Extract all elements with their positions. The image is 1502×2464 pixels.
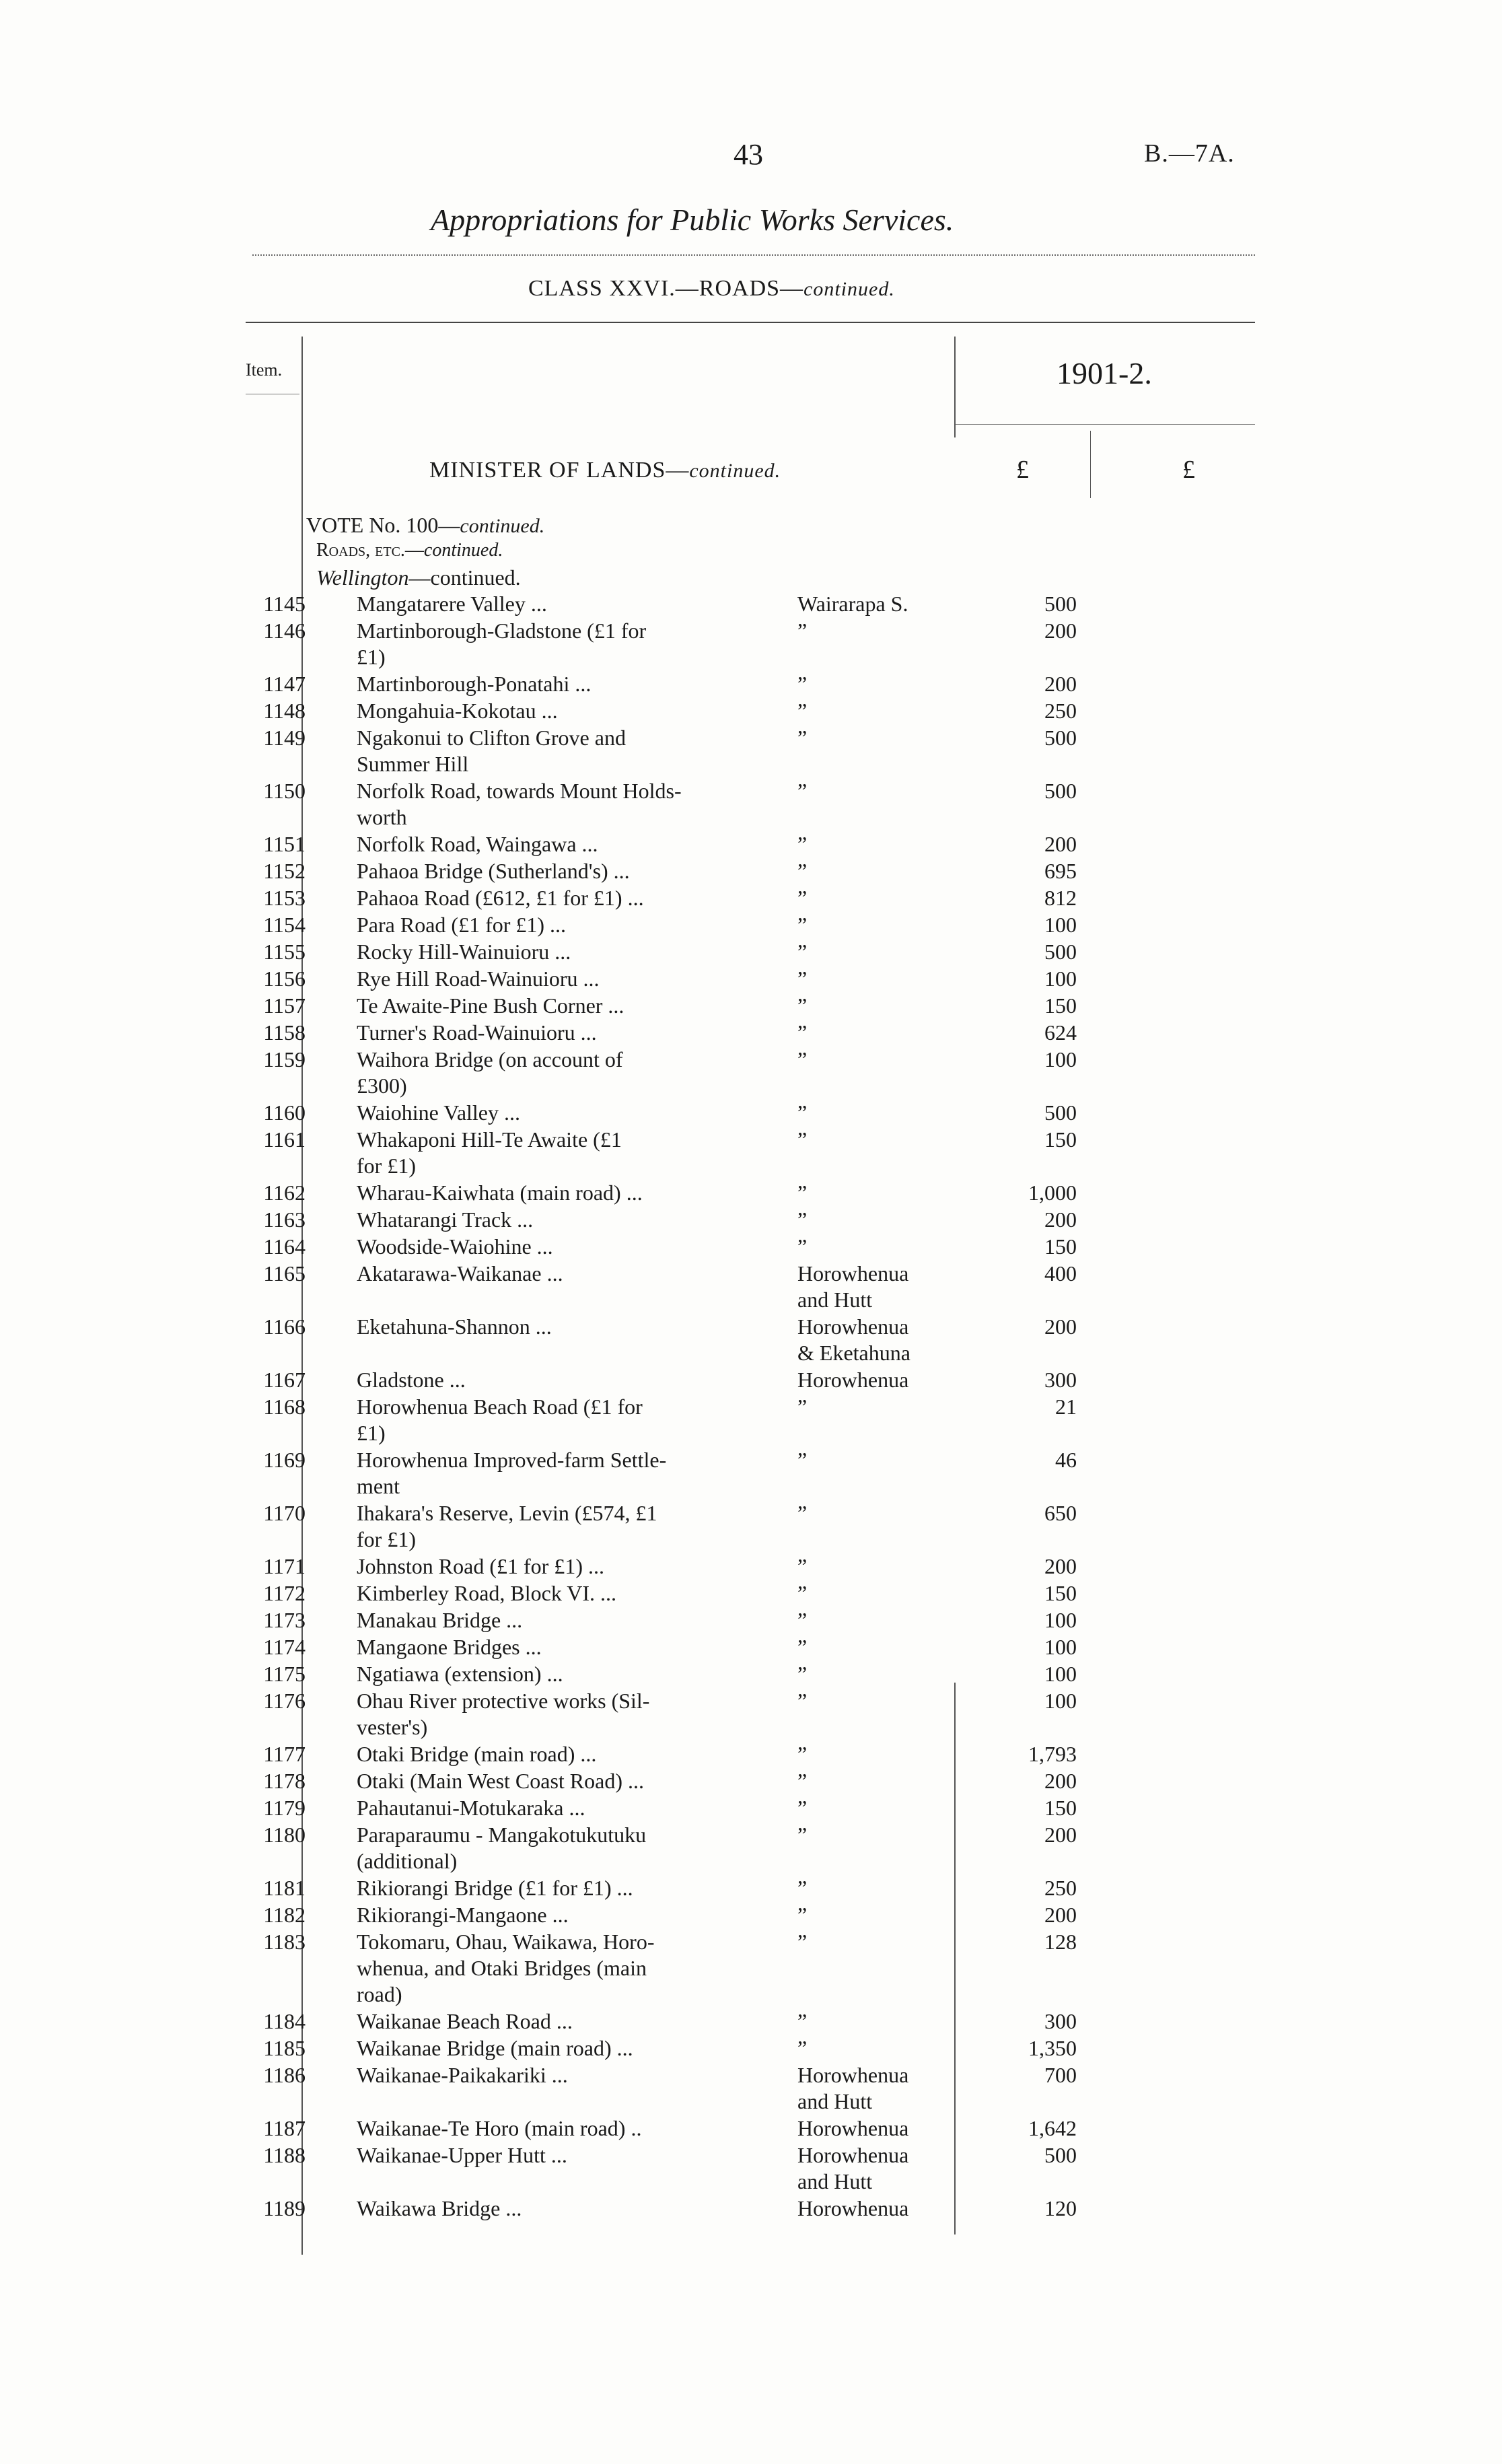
table-row — [0, 993, 1502, 1020]
amount: 100 — [1044, 966, 1077, 991]
amount: 200 — [1044, 1314, 1077, 1339]
electoral-district: ” — [797, 886, 808, 910]
electoral-district: Wairarapa S. — [797, 592, 908, 616]
amount: 650 — [1044, 1501, 1077, 1525]
amount: 21 — [1055, 1395, 1077, 1419]
amount: 250 — [1044, 1876, 1077, 1900]
item-number: 1148 — [263, 699, 306, 723]
item-number: 1163 — [263, 1207, 306, 1232]
electoral-district: ” — [797, 913, 808, 937]
item-name: Whatarangi Track ... — [357, 1207, 534, 1232]
electoral-district: ” — [797, 779, 808, 803]
item-name: Woodside-Waiohine ... — [357, 1234, 553, 1259]
amount: 100 — [1044, 1047, 1077, 1071]
amount-column-divider — [954, 337, 956, 437]
amount: 500 — [1044, 1100, 1077, 1125]
item-name: Johnston Road (£1 for £1) ... — [357, 1554, 604, 1578]
item-number: 1166 — [263, 1314, 306, 1339]
region-heading — [316, 565, 521, 590]
electoral-district: Horowhenua and Hutt — [797, 1261, 909, 1312]
amount: 150 — [1044, 1581, 1077, 1605]
electoral-district: ” — [797, 859, 808, 883]
electoral-district: ” — [797, 619, 808, 643]
electoral-district: Horowhenua and Hutt — [797, 2063, 909, 2113]
table-row — [0, 966, 1502, 993]
electoral-district: ” — [797, 2009, 808, 2033]
roads-heading-text: Roads, etc.— — [316, 540, 424, 561]
minister-heading — [429, 458, 781, 483]
item-number: 1187 — [263, 2116, 306, 2140]
roads-heading-cont: continued. — [423, 540, 503, 561]
item-number: 1153 — [263, 886, 306, 910]
roads-heading — [316, 540, 503, 561]
item-number: 1175 — [263, 1662, 306, 1686]
item-number: 1186 — [263, 2063, 306, 2087]
table-row — [0, 939, 1502, 966]
amount: 100 — [1044, 1662, 1077, 1686]
table-row — [0, 1741, 1502, 1768]
table-row — [0, 725, 1502, 778]
item-number: 1156 — [263, 966, 306, 991]
electoral-district: ” — [797, 1581, 808, 1605]
item-name: Waikanae-Upper Hutt ... — [357, 2143, 567, 2167]
table-row — [0, 1207, 1502, 1234]
table-row — [0, 1553, 1502, 1580]
table-row — [0, 1822, 1502, 1875]
electoral-district: ” — [797, 1020, 808, 1045]
electoral-district: ” — [797, 966, 808, 991]
amount: 500 — [1044, 779, 1077, 803]
item-name: Tokomaru, Ohau, Waikawa, Horo- whenua, and Otaki Bridges (main road) — [357, 1930, 655, 2006]
item-number: 1145 — [263, 592, 306, 616]
item-number: 1167 — [263, 1368, 306, 1392]
class-heading-text: CLASS XXVI.—ROADS— — [528, 276, 804, 301]
year-header-rule — [954, 424, 1255, 425]
item-number: 1170 — [263, 1501, 306, 1525]
item-name: Ngatiawa (extension) ... — [357, 1662, 563, 1686]
item-number: 1151 — [263, 832, 306, 856]
amount: 100 — [1044, 1689, 1077, 1713]
electoral-district: ” — [797, 832, 808, 856]
amount: 812 — [1044, 886, 1077, 910]
item-name: Eketahuna-Shannon ... — [357, 1314, 552, 1339]
table-row — [0, 698, 1502, 725]
electoral-district: ” — [797, 993, 808, 1018]
item-name: Horowhenua Beach Road (£1 for £1) — [357, 1395, 643, 1445]
title-rule — [252, 254, 1255, 256]
item-name: Mangatarere Valley ... — [357, 592, 547, 616]
amount: 46 — [1055, 1448, 1077, 1472]
electoral-district: ” — [797, 726, 808, 750]
total-column-divider — [1090, 431, 1091, 498]
item-name: Kimberley Road, Block VI. ... — [357, 1581, 617, 1605]
item-number: 1154 — [263, 913, 306, 937]
electoral-district: Horowhenua and Hutt — [797, 2143, 909, 2193]
item-number: 1146 — [263, 619, 306, 643]
item-name: Ihakara's Reserve, Levin (£574, £1 for £1) — [357, 1501, 657, 1551]
electoral-district: ” — [797, 1100, 808, 1125]
electoral-district: ” — [797, 1448, 808, 1472]
table-top-rule — [246, 322, 1255, 323]
item-name: Waihora Bridge (on account of £300) — [357, 1047, 623, 1098]
amount: 300 — [1044, 2009, 1077, 2033]
item-number: 1181 — [263, 1876, 306, 1900]
electoral-district: ” — [797, 672, 808, 696]
amount: 695 — [1044, 859, 1077, 883]
electoral-district: ” — [797, 1635, 808, 1659]
amount: 200 — [1044, 1554, 1077, 1578]
table-row — [0, 912, 1502, 939]
amount: 700 — [1044, 2063, 1077, 2087]
item-name: Norfolk Road, Waingawa ... — [357, 832, 598, 856]
item-name: Horowhenua Improved-farm Settle- ment — [357, 1448, 667, 1498]
item-name: Otaki (Main West Coast Road) ... — [357, 1769, 644, 1793]
item-name: Akatarawa-Waikanae ... — [357, 1261, 563, 1286]
item-number: 1165 — [263, 1261, 306, 1286]
item-number: 1188 — [263, 2143, 306, 2167]
item-number: 1172 — [263, 1581, 306, 1605]
item-name: Mangaone Bridges ... — [357, 1635, 542, 1659]
item-number: 1162 — [263, 1181, 306, 1205]
item-name: Martinborough-Gladstone (£1 for £1) — [357, 619, 647, 669]
electoral-district: ” — [797, 1662, 808, 1686]
item-number: 1155 — [263, 940, 306, 964]
electoral-district: ” — [797, 1127, 808, 1152]
table-row — [0, 1688, 1502, 1741]
pound-sign-column-1: £ — [1016, 456, 1029, 484]
electoral-district: Horowhenua & Eketahuna — [797, 1314, 910, 1365]
amount: 150 — [1044, 1127, 1077, 1152]
table-row — [0, 1500, 1502, 1553]
table-row — [0, 1367, 1502, 1394]
electoral-district: ” — [797, 1608, 808, 1632]
item-number: 1161 — [263, 1127, 306, 1152]
amount: 200 — [1044, 1769, 1077, 1793]
table-row — [0, 1768, 1502, 1795]
table-row — [0, 1795, 1502, 1822]
item-name: Waikanae Beach Road ... — [357, 2009, 573, 2033]
electoral-district: Horowhenua — [797, 2196, 909, 2220]
item-number: 1158 — [263, 1020, 306, 1045]
table-row — [0, 1127, 1502, 1180]
electoral-district: ” — [797, 1207, 808, 1232]
table-row — [0, 618, 1502, 671]
item-name: Waikawa Bridge ... — [357, 2196, 522, 2220]
amount: 100 — [1044, 1635, 1077, 1659]
electoral-district: ” — [797, 699, 808, 723]
item-number: 1184 — [263, 2009, 306, 2033]
electoral-district: Horowhenua — [797, 2116, 909, 2140]
item-name: Rye Hill Road-Wainuioru ... — [357, 966, 600, 991]
electoral-district: ” — [797, 1796, 808, 1820]
electoral-district: ” — [797, 1689, 808, 1713]
item-name: Waikanae Bridge (main road) ... — [357, 2036, 633, 2060]
item-number: 1189 — [263, 2196, 306, 2220]
amount: 150 — [1044, 1796, 1077, 1820]
amount: 500 — [1044, 726, 1077, 750]
amount: 150 — [1044, 1234, 1077, 1259]
item-name: Martinborough-Ponatahi ... — [357, 672, 592, 696]
item-name: Pahaoa Road (£612, £1 for £1) ... — [357, 886, 644, 910]
table-row — [0, 1929, 1502, 2008]
electoral-district: ” — [797, 1554, 808, 1578]
document-reference: B.—7A. — [1144, 139, 1235, 168]
item-number: 1152 — [263, 859, 306, 883]
amount: 200 — [1044, 1823, 1077, 1847]
item-name: Norfolk Road, towards Mount Holds- worth — [357, 779, 682, 829]
amount: 200 — [1044, 619, 1077, 643]
item-number: 1178 — [263, 1769, 306, 1793]
table-row — [0, 1180, 1502, 1207]
vote-heading — [306, 513, 544, 538]
item-number: 1179 — [263, 1796, 306, 1820]
electoral-district: ” — [797, 1742, 808, 1766]
table-row — [0, 1020, 1502, 1047]
amount: 624 — [1044, 1020, 1077, 1045]
table-row — [0, 858, 1502, 885]
item-name: Para Road (£1 for £1) ... — [357, 913, 567, 937]
amount: 1,642 — [1028, 2116, 1077, 2140]
item-name: Rocky Hill-Wainuioru ... — [357, 940, 571, 964]
item-number: 1168 — [263, 1395, 306, 1419]
item-number: 1171 — [263, 1554, 306, 1578]
region-heading-cont: —continued. — [408, 565, 521, 590]
electoral-district: ” — [797, 1501, 808, 1525]
table-row — [0, 1875, 1502, 1902]
item-name: Whakaponi Hill-Te Awaite (£1 for £1) — [357, 1127, 622, 1178]
item-number: 1177 — [263, 1742, 306, 1766]
item-name: Gladstone ... — [357, 1368, 466, 1392]
page-number: 43 — [734, 138, 763, 171]
item-number: 1150 — [263, 779, 306, 803]
table-row — [0, 2008, 1502, 2035]
table-row — [0, 1607, 1502, 1634]
amount: 200 — [1044, 832, 1077, 856]
item-number: 1180 — [263, 1823, 306, 1847]
item-number: 1174 — [263, 1635, 306, 1659]
amount: 100 — [1044, 913, 1077, 937]
table-row — [0, 1447, 1502, 1500]
table-row — [0, 1580, 1502, 1607]
item-name: Pahautanui-Motukaraka ... — [357, 1796, 585, 1820]
amount: 128 — [1044, 1930, 1077, 1954]
electoral-district: ” — [797, 2036, 808, 2060]
amount: 1,793 — [1028, 1742, 1077, 1766]
item-name: Waikanae-Paikakariki ... — [357, 2063, 568, 2087]
amount: 1,350 — [1028, 2036, 1077, 2060]
page-title: Appropriations for Public Works Services. — [431, 203, 954, 237]
amount: 500 — [1044, 2143, 1077, 2167]
table-row — [0, 1634, 1502, 1661]
item-column-header: Item. — [246, 360, 283, 380]
year-header: 1901-2. — [1057, 356, 1152, 390]
item-name: Turner's Road-Wainuioru ... — [357, 1020, 597, 1045]
item-number: 1183 — [263, 1930, 306, 1954]
amount: 120 — [1044, 2196, 1077, 2220]
item-number: 1149 — [263, 726, 306, 750]
item-name: Ngakonui to Clifton Grove and Summer Hill — [357, 726, 626, 776]
table-row — [0, 2195, 1502, 2222]
item-number: 1159 — [263, 1047, 306, 1071]
electoral-district: ” — [797, 1930, 808, 1954]
item-number: 1164 — [263, 1234, 306, 1259]
table-row — [0, 591, 1502, 618]
amount: 200 — [1044, 672, 1077, 696]
minister-heading-text: MINISTER OF LANDS— — [429, 458, 690, 483]
amount: 1,000 — [1028, 1181, 1077, 1205]
amount: 100 — [1044, 1608, 1077, 1632]
amount: 500 — [1044, 592, 1077, 616]
table-row — [0, 2062, 1502, 2115]
region-heading-text: Wellington — [316, 565, 409, 590]
item-name: Mongahuia-Kokotau ... — [357, 699, 558, 723]
table-row — [0, 2115, 1502, 2142]
table-row — [0, 1047, 1502, 1100]
appropriation-entries — [0, 591, 1502, 2222]
electoral-district: ” — [797, 1395, 808, 1419]
item-number: 1157 — [263, 993, 306, 1018]
amount: 400 — [1044, 1261, 1077, 1286]
electoral-district: ” — [797, 1047, 808, 1071]
table-row — [0, 831, 1502, 858]
amount: 150 — [1044, 993, 1077, 1018]
item-number: 1147 — [263, 672, 306, 696]
amount: 250 — [1044, 699, 1077, 723]
table-row — [0, 2142, 1502, 2195]
electoral-district: ” — [797, 940, 808, 964]
class-heading — [528, 276, 895, 302]
table-row — [0, 2035, 1502, 2062]
vote-heading-cont: continued. — [460, 515, 545, 537]
amount: 200 — [1044, 1207, 1077, 1232]
item-name: Te Awaite-Pine Bush Corner ... — [357, 993, 624, 1018]
table-row — [0, 1661, 1502, 1688]
electoral-district: ” — [797, 1234, 808, 1259]
table-row — [0, 1234, 1502, 1261]
amount: 500 — [1044, 940, 1077, 964]
item-name: Otaki Bridge (main road) ... — [357, 1742, 597, 1766]
item-name: Rikiorangi Bridge (£1 for £1) ... — [357, 1876, 633, 1900]
electoral-district: ” — [797, 1903, 808, 1927]
item-number: 1176 — [263, 1689, 306, 1713]
item-number: 1185 — [263, 2036, 306, 2060]
vote-heading-text: VOTE No. 100— — [306, 513, 460, 537]
table-row — [0, 1261, 1502, 1314]
amount: 200 — [1044, 1903, 1077, 1927]
item-name: Waiohine Valley ... — [357, 1100, 520, 1125]
item-name: Rikiorangi-Mangaone ... — [357, 1903, 569, 1927]
table-row — [0, 778, 1502, 831]
table-row — [0, 1394, 1502, 1447]
item-name: Manakau Bridge ... — [357, 1608, 523, 1632]
item-name: Wharau-Kaiwhata (main road) ... — [357, 1181, 643, 1205]
item-name: Waikanae-Te Horo (main road) .. — [357, 2116, 642, 2140]
item-name: Pahaoa Bridge (Sutherland's) ... — [357, 859, 630, 883]
amount: 300 — [1044, 1368, 1077, 1392]
item-name: Ohau River protective works (Sil- vester's) — [357, 1689, 650, 1739]
electoral-district: ” — [797, 1181, 808, 1205]
minister-heading-cont: continued. — [689, 460, 781, 482]
table-row — [0, 1902, 1502, 1929]
electoral-district: ” — [797, 1823, 808, 1847]
item-number: 1160 — [263, 1100, 306, 1125]
table-row — [0, 1100, 1502, 1127]
pound-sign-column-2: £ — [1182, 456, 1195, 484]
item-number: 1173 — [263, 1608, 306, 1632]
electoral-district: ” — [797, 1876, 808, 1900]
table-row — [0, 671, 1502, 698]
table-row — [0, 885, 1502, 912]
electoral-district: Horowhenua — [797, 1368, 909, 1392]
class-heading-cont: continued. — [803, 278, 895, 300]
item-number: 1182 — [263, 1903, 306, 1927]
electoral-district: ” — [797, 1769, 808, 1793]
item-number: 1169 — [263, 1448, 306, 1472]
table-row — [0, 1314, 1502, 1367]
item-name: Paraparaumu - Mangakotukutuku (additional) — [357, 1823, 647, 1873]
